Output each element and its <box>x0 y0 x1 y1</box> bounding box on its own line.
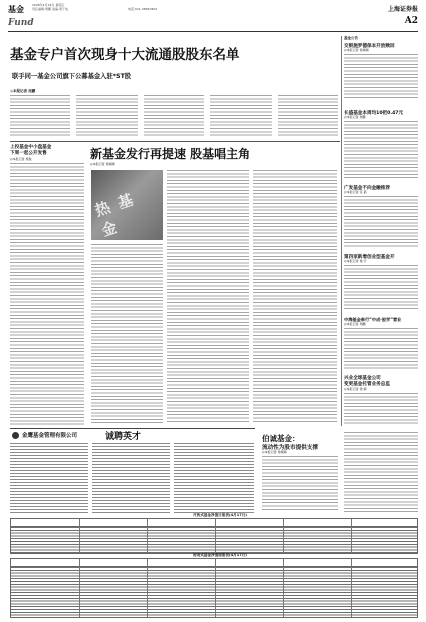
page-number: A2 <box>404 16 418 26</box>
ad-company-name: 金鹰基金管理有限公司 <box>22 433 78 439</box>
column-byline: ◎本报记者 徐婧婧 <box>262 450 287 454</box>
main-divider <box>10 141 340 142</box>
nav-table-1 <box>10 518 418 554</box>
editor-line: 责任编辑:周鹏 美编:谭子成 <box>32 7 68 11</box>
sidebar-item-byline: ◎本报记者 周鹏 <box>344 115 366 119</box>
feature-byline: ◎本报记者 徐婧婧 <box>90 162 115 166</box>
sidebar-item-text <box>344 328 418 370</box>
sidebar-divider <box>341 36 342 426</box>
feature-text-col1 <box>91 244 163 424</box>
sidebar-item-byline: ◎本报记者 徐婧婧 <box>344 48 369 52</box>
phone-line: 电话:021-38967804 <box>128 7 158 11</box>
sidebar-item-title: 中海基金牵行“中成·股学”营业 <box>344 317 402 322</box>
column-text-col2 <box>344 432 418 512</box>
sidebar-item-text <box>344 393 418 426</box>
sidebar-item-title: 第四家新增创业型基金开 <box>344 255 395 260</box>
sidebar-item-byline: ◎本报记者 周鹏 <box>344 322 366 326</box>
sidebar-item-title: 交银施罗德保本开放赎回 <box>344 44 395 49</box>
sidebar-item-byline: ◎本报记者 施 宇 <box>344 259 367 263</box>
sidebar <box>344 36 418 370</box>
header-rule <box>8 31 418 32</box>
column-headline: 伯诚基金： <box>262 434 300 443</box>
section-name: 基金 <box>8 4 24 14</box>
masthead <box>8 4 418 30</box>
main-story-text <box>10 95 338 137</box>
feature-headline: 新基金发行再提速 股基唱主角 <box>90 147 251 161</box>
feature-text-col2 <box>167 170 249 424</box>
sidebar-item-title: 兴业全球基金公司 <box>344 376 381 381</box>
left-feature-title: 上投基金中小盘基金 <box>10 145 52 150</box>
left-feature-title-2: 下周一起公开发售 <box>10 151 47 156</box>
sidebar-item-byline: ◎本报记者 徐 婧 <box>344 387 367 391</box>
date-line: 2008年4月18日 星期五 <box>32 3 65 7</box>
sidebar-item-title: 长盛基金本周均10把0.47元 <box>344 111 404 116</box>
ad-logo-icon <box>12 432 19 439</box>
column-headline-2: 流动性为股市提供支撑 <box>262 445 318 451</box>
recruitment-ad <box>10 428 255 513</box>
column-text-col1 <box>262 456 338 512</box>
table1-title: 开放式基金净值日报表(4月17日) <box>193 513 247 517</box>
left-feature-byline: ◎本报记者 施俊 <box>10 157 32 161</box>
newspaper-brand: 上海证券报 <box>387 6 418 13</box>
table2-title: 封闭式基金净值周报表(4月17日) <box>193 553 247 557</box>
photo-sign-text: 热 基 金 <box>92 190 138 240</box>
ad-text-col3 <box>174 443 254 513</box>
section-english: Fund <box>8 18 34 28</box>
sub-headline: 联手同一基金公司旗下公募基金入驻*ST股 <box>12 73 132 80</box>
sidebar-item-text <box>344 54 418 100</box>
ad-text-col2 <box>92 443 170 513</box>
left-feature-text <box>10 163 84 425</box>
sidebar-item-byline: ◎本报记者 张 韬 <box>344 190 367 194</box>
ad-slogan: 诚聘英才 <box>105 432 142 442</box>
sidebar-item-title: 广发基金不向金融推荐 <box>344 186 390 191</box>
feature-photo <box>91 170 163 240</box>
sidebar-item-text <box>344 121 418 179</box>
main-byline: ◎本报记者 周鹏 <box>10 89 36 93</box>
ad-text-col1 <box>10 443 88 513</box>
main-headline: 基金专户首次现身十大流通股股东名单 <box>10 47 240 63</box>
nav-table-2 <box>10 558 418 618</box>
sidebar-item-text <box>344 196 418 248</box>
sidebar-label: 基金公告 <box>344 36 358 40</box>
sidebar-item-title-2: 变更基金托管业务总监 <box>344 382 390 387</box>
feature-text-col3 <box>253 170 337 424</box>
sidebar-item-text <box>344 265 418 311</box>
